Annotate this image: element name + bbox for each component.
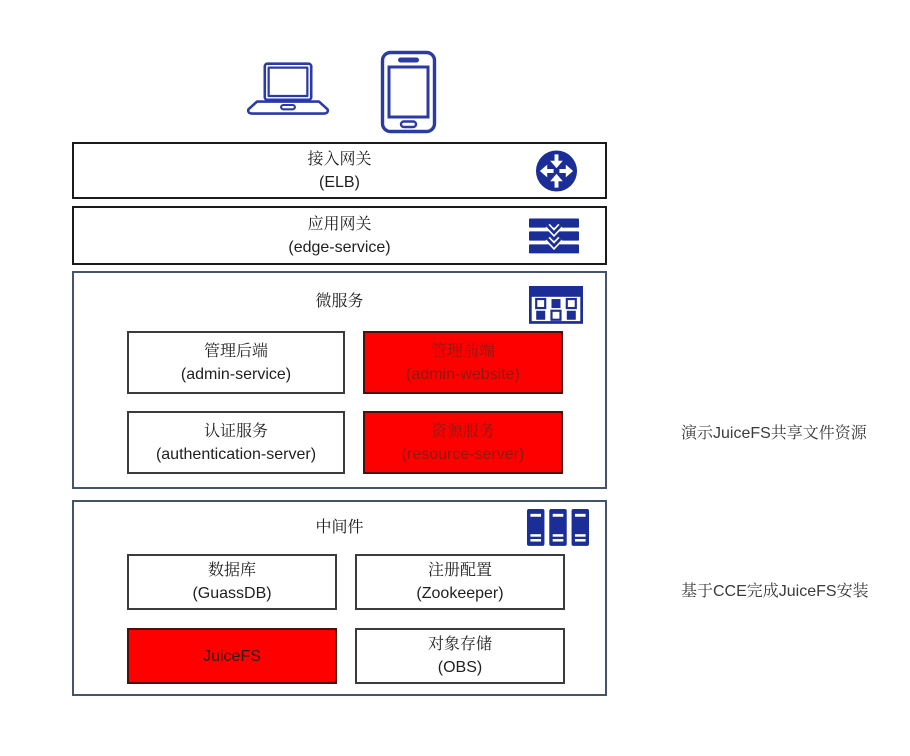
- gateway-name: 应用网关: [307, 215, 372, 233]
- component-id: (Zookeeper): [416, 585, 504, 602]
- component-name: JuiceFS: [203, 647, 261, 665]
- app-gateway-box: [72, 206, 607, 265]
- gateway-id: (edge-service): [288, 238, 391, 256]
- gateway-name: 接入网关: [307, 150, 372, 168]
- component-name: 注册配置: [427, 562, 492, 579]
- service-name: 认证服务: [203, 422, 268, 440]
- service-id: (admin-website): [406, 365, 520, 383]
- gateway-id: (ELB): [319, 173, 360, 191]
- service-id: (admin-service): [180, 365, 292, 383]
- service-name: 管理后端: [203, 342, 268, 360]
- component-name: 数据库: [207, 562, 256, 579]
- component-id: (GuassDB): [192, 585, 272, 602]
- load-balancer-icon: [535, 149, 578, 192]
- component-box-guassdb: [127, 554, 337, 610]
- microservices-title: 微服务: [315, 293, 364, 310]
- laptop-icon: [245, 62, 331, 119]
- server-rack-icon: [527, 509, 589, 546]
- component-box-zookeeper: [355, 554, 565, 610]
- component-name: 对象存储: [427, 636, 492, 653]
- service-box-authentication-server: [127, 411, 345, 474]
- gateway-layers-icon: [529, 218, 579, 253]
- component-box-juicefs: [127, 628, 337, 684]
- service-box-resource-server: [363, 411, 563, 474]
- service-name: 资源服务: [430, 422, 495, 440]
- service-box-admin-service: [127, 331, 345, 394]
- access-gateway-box: [72, 142, 607, 199]
- service-name: 管理前端: [430, 342, 495, 360]
- middleware-title: 中间件: [315, 519, 364, 536]
- service-id: (authentication-server): [155, 445, 317, 463]
- annotation-juicefs-share: 演示JuiceFS共享文件资源: [681, 425, 867, 442]
- component-id: (OBS): [437, 659, 483, 676]
- component-box-obs: [355, 628, 565, 684]
- smartphone-icon: [380, 50, 437, 134]
- annotation-cce-install: 基于CCE完成JuiceFS安装: [681, 583, 869, 600]
- service-box-admin-website: [363, 331, 563, 394]
- middleware-container: [72, 500, 607, 696]
- app-grid-icon: [529, 286, 583, 324]
- microservices-container: [72, 271, 607, 489]
- service-id: (resource-server): [401, 445, 525, 463]
